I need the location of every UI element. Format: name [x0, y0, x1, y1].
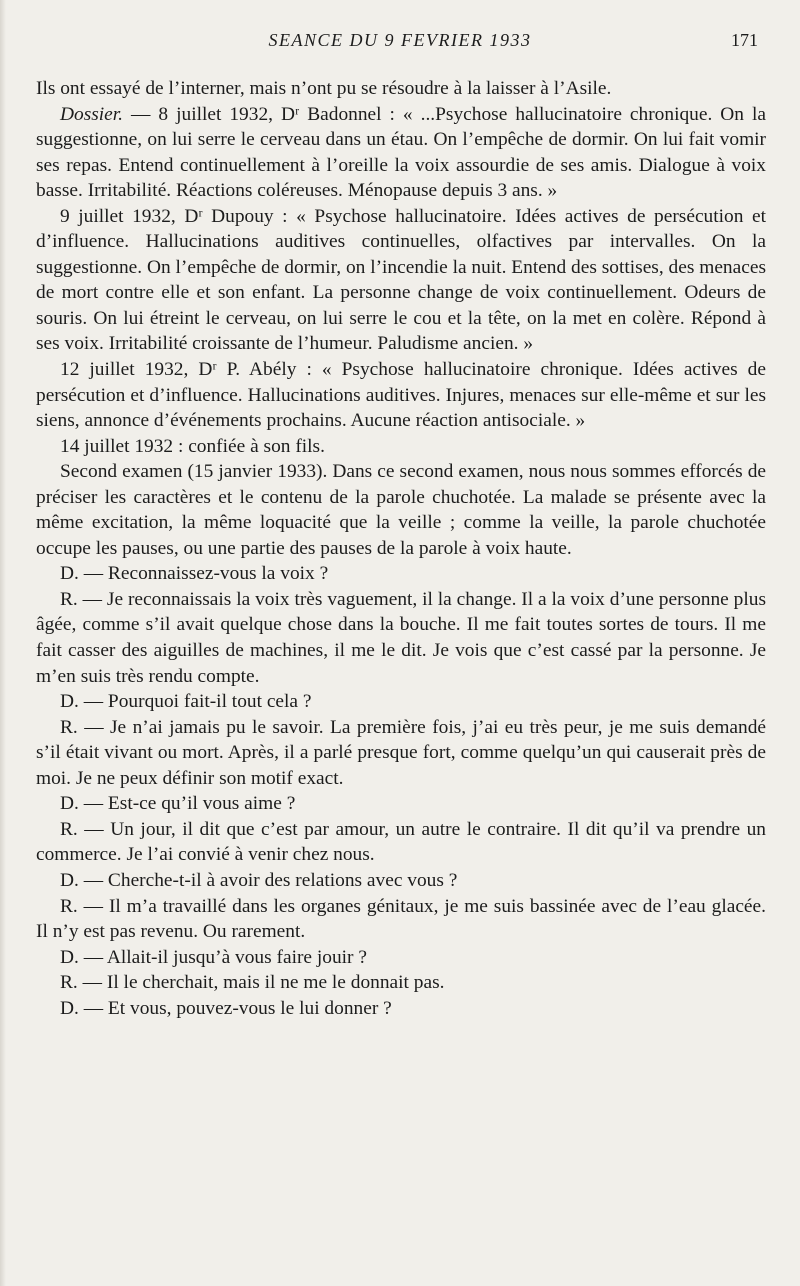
page-number: 171 — [731, 30, 758, 50]
page-header — [36, 30, 764, 54]
paragraph-text: 9 juillet 1932, Dʳ Dupouy : « Psychose hallucinatoire. Idées actives de persécution et d’influence. Hallucinations auditives continuelles, olfactives par intervalles. On la suggestionne. On l’empêche de dormir, on l’incendie la nuit. Entend des sottises, des menaces de mort contre elle et son enfant. La personne change de voix continuellement. Odeurs de souris. On lui étreint le cerveau, on lui serre le cou et la tête, on la met en colère. Répond à ses voix. Irritabilité croissante de l’humeur. Paludisme ancien. » — [36, 205, 766, 355]
paragraph — [36, 434, 766, 460]
body-text — [36, 76, 766, 1021]
paragraph — [36, 715, 766, 792]
paragraph — [36, 868, 766, 894]
paragraph-lead: Dossier. — [60, 103, 124, 125]
page-edge-shadow — [0, 0, 6, 1286]
paragraph — [36, 357, 766, 434]
paragraph — [36, 689, 766, 715]
paragraph — [36, 817, 766, 868]
paragraph-text: D. — Cherche-t-il à avoir des relations avec vous ? — [60, 869, 458, 891]
paragraph — [36, 894, 766, 945]
paragraph — [36, 945, 766, 971]
paragraph-text: 14 juillet 1932 : confiée à son fils. — [60, 435, 325, 457]
paragraph-text: Second examen (15 janvier 1933). Dans ce second examen, nous nous sommes efforcés de préciser les caractères et le contenu de la parole chuchotée. La malade se présente avec la même excitation, la même loquacité que la veille ; comme la veille, la parole chuchotée occupe les pauses, ou une partie des pauses de la parole à voix haute. — [36, 461, 766, 559]
paragraph-text: R. — Il le cherchait, mais il ne me le donnait pas. — [60, 972, 445, 994]
paragraph — [36, 76, 766, 102]
paragraph-text: 12 juillet 1932, Dʳ P. Abély : « Psychose hallucinatoire chronique. Idées actives de persécution et d’influence. Hallucinations auditives. Injures, menaces sur elle-même et sur les siens, annonce d’événements prochains. Aucune réaction antisociale. » — [36, 359, 766, 432]
paragraph-text: Ils ont essayé de l’interner, mais n’ont pu se résoudre à la laisser à l’Asile. — [36, 78, 612, 99]
paragraph-text: D. — Pourquoi fait-il tout cela ? — [60, 691, 312, 713]
paragraph-text: R. — Un jour, il dit que c’est par amour, un autre le contraire. Il dit qu’il va prendre un commerce. Je l’ai convié à venir chez nous. — [36, 818, 766, 866]
paragraph-text: R. — Je reconnaissais la voix très vaguement, il la change. Il a la voix d’une personne plus âgée, comme s’il avait quelque chose dans la bouche. Il me fait toutes sortes de tours. Il me fait casser des aiguilles de machines, il me le dit. Je vois que c’est cassé par la personne. Je m’en suis très rendu compte. — [36, 588, 766, 687]
paragraph — [36, 791, 766, 817]
paragraph-text: D. — Et vous, pouvez-vous le lui donner ? — [60, 997, 392, 1019]
paragraph — [36, 459, 766, 561]
paragraph-text: — 8 juillet 1932, Dʳ Badonnel : « ...Psychose hallucinatoire chronique. On la suggestionne, on lui serre le cerveau dans un étau. On l’empêche de dormir. On lui fait vomir ses repas. Entend continuellement à l’oreille la voix assourdie de ses amis. Dialogue à voix basse. Irritabilité. Réactions coléreuses. Ménopause depuis 3 ans. » — [36, 103, 766, 202]
paragraph — [36, 561, 766, 587]
paragraph-text: D. — Reconnaissez-vous la voix ? — [60, 563, 329, 585]
paragraph-text: D. — Est-ce qu’il vous aime ? — [60, 793, 296, 815]
paragraph-text: R. — Il m’a travaillé dans les organes génitaux, je me suis bassinée avec de l’eau glacée. Il n’y est pas revenu. Ou rarement. — [36, 895, 766, 943]
running-title: SEANCE DU 9 FEVRIER 1933 — [268, 30, 532, 50]
paragraph — [36, 102, 766, 204]
paragraph — [36, 204, 766, 357]
paragraph — [36, 996, 766, 1022]
paragraph-text: D. — Allait-il jusqu’à vous faire jouir ? — [60, 946, 367, 968]
paragraph — [36, 587, 766, 689]
paragraph — [36, 970, 766, 996]
paragraph-text: R. — Je n’ai jamais pu le savoir. La première fois, j’ai eu très peur, je me suis demandé s’il était vivant ou mort. Après, il a parlé presque fort, comme quelqu’un qui causerait près de moi. Je ne peux définir son motif exact. — [36, 716, 766, 789]
